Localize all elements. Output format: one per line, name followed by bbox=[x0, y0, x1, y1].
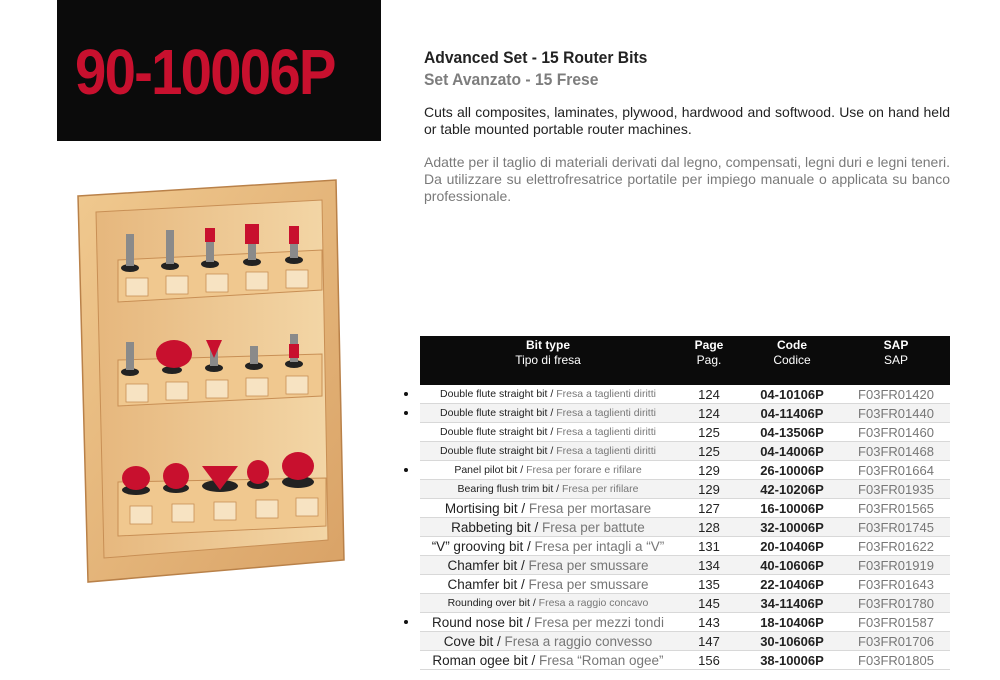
table-row bbox=[420, 613, 950, 632]
cell-code: 16-10006P bbox=[742, 499, 842, 518]
bit-type-en: Cove bit bbox=[443, 633, 494, 649]
cell-page: 127 bbox=[676, 499, 742, 518]
cell-code: 34-11406P bbox=[742, 594, 842, 613]
bit-type-separator: / bbox=[547, 407, 557, 419]
cell-bit-type bbox=[420, 632, 676, 651]
bit-type-en: Double flute straight bit bbox=[440, 407, 548, 419]
bit-type-en: Double flute straight bit bbox=[440, 445, 548, 457]
bit-type-it: Fresa per battute bbox=[542, 519, 645, 535]
cell-bit-type bbox=[420, 594, 676, 613]
bit-type-separator: / bbox=[517, 576, 529, 592]
cell-bit-type bbox=[420, 575, 676, 594]
cell-sap: F03FR01780 bbox=[842, 594, 950, 613]
cell-sap: F03FR01468 bbox=[842, 442, 950, 461]
cell-bit-type bbox=[420, 556, 676, 575]
bit-type-separator: / bbox=[522, 614, 535, 630]
header-bit-type-label: Bit type bbox=[525, 338, 570, 352]
bit-type-en: Rounding over bit bbox=[447, 597, 530, 609]
cell-page: 124 bbox=[676, 385, 742, 404]
cell-bit-type bbox=[420, 499, 676, 518]
bullet-marker bbox=[404, 392, 408, 396]
cell-bit-type bbox=[420, 404, 676, 423]
cell-code: 26-10006P bbox=[742, 461, 842, 480]
cell-code: 40-10606P bbox=[742, 556, 842, 575]
cell-page: 134 bbox=[676, 556, 742, 575]
cell-bit-type bbox=[420, 480, 676, 499]
cell-page: 129 bbox=[676, 480, 742, 499]
cell-sap: F03FR01664 bbox=[842, 461, 950, 480]
bit-type-separator: / bbox=[529, 597, 539, 609]
cell-sap: F03FR01420 bbox=[842, 385, 950, 404]
bit-type-it: Fresa a taglienti diritti bbox=[556, 445, 656, 457]
bit-type-separator: / bbox=[547, 426, 557, 438]
cell-bit-type bbox=[420, 461, 676, 480]
cell-code: 04-10106P bbox=[742, 385, 842, 404]
bullet-marker bbox=[404, 411, 408, 415]
bit-type-it: Fresa per forare e rifilare bbox=[526, 464, 642, 476]
header-page bbox=[676, 336, 742, 385]
bit-type-it: Fresa per rifilare bbox=[562, 483, 639, 495]
bit-type-en: Double flute straight bit bbox=[440, 426, 548, 438]
description-english: Cuts all composites, laminates, plywood, hardwood and softwood. Use on hand held or table mounted portable router machines. bbox=[424, 104, 950, 137]
table-row bbox=[420, 594, 950, 613]
cell-code: 42-10206P bbox=[742, 480, 842, 499]
table-row bbox=[420, 537, 950, 556]
header-bit-type bbox=[420, 336, 676, 385]
header-sap-label-it: SAP bbox=[883, 353, 908, 367]
header-code-label-it: Codice bbox=[773, 353, 811, 367]
cell-code: 18-10406P bbox=[742, 613, 842, 632]
bit-type-separator: / bbox=[517, 464, 527, 476]
cell-bit-type bbox=[420, 613, 676, 632]
header-code bbox=[742, 336, 842, 385]
bit-type-en: Chamfer bit bbox=[447, 576, 518, 592]
cell-bit-type bbox=[420, 651, 676, 670]
cell-page: 125 bbox=[676, 423, 742, 442]
cell-page: 131 bbox=[676, 537, 742, 556]
table-row bbox=[420, 442, 950, 461]
bit-type-separator: / bbox=[553, 483, 563, 495]
bit-type-it: Fresa “Roman ogee” bbox=[539, 652, 664, 668]
cell-code: 04-11406P bbox=[742, 404, 842, 423]
title-italian: Set Avanzato - 15 Frese bbox=[424, 70, 599, 89]
cell-sap: F03FR01440 bbox=[842, 404, 950, 423]
bit-type-it: Fresa per smussare bbox=[528, 557, 649, 573]
bit-type-separator: / bbox=[517, 557, 529, 573]
cell-bit-type bbox=[420, 385, 676, 404]
bit-type-it: Fresa a taglienti diritti bbox=[556, 407, 656, 419]
product-code-banner bbox=[57, 0, 381, 141]
bit-type-it: Fresa per mortasare bbox=[528, 500, 652, 516]
bit-type-en: Double flute straight bit bbox=[440, 388, 548, 400]
bit-type-it: Fresa a taglienti diritti bbox=[556, 426, 656, 438]
bit-type-en: Round nose bit bbox=[432, 614, 523, 630]
cell-page: 129 bbox=[676, 461, 742, 480]
cell-code: 20-10406P bbox=[742, 537, 842, 556]
cell-sap: F03FR01935 bbox=[842, 480, 950, 499]
cell-page: 135 bbox=[676, 575, 742, 594]
bullet-marker bbox=[404, 468, 408, 472]
router-bit-set-image bbox=[60, 150, 380, 590]
cell-code: 30-10606P bbox=[742, 632, 842, 651]
table-row bbox=[420, 651, 950, 670]
header-page-label: Page bbox=[694, 338, 724, 352]
cell-page: 128 bbox=[676, 518, 742, 537]
table-row bbox=[420, 461, 950, 480]
bit-type-en: Roman ogee bit bbox=[432, 652, 528, 668]
bit-type-it: Fresa a raggio convesso bbox=[504, 633, 653, 649]
cell-code: 32-10006P bbox=[742, 518, 842, 537]
bit-type-separator: / bbox=[530, 519, 542, 535]
table-row bbox=[420, 575, 950, 594]
cell-sap: F03FR01745 bbox=[842, 518, 950, 537]
bit-type-separator: / bbox=[517, 500, 529, 516]
cell-code: 38-10006P bbox=[742, 651, 842, 670]
table-row bbox=[420, 556, 950, 575]
bit-type-it: Fresa a raggio concavo bbox=[538, 597, 649, 609]
bit-type-en: “V” grooving bit bbox=[431, 538, 524, 554]
bit-type-it: Fresa a taglienti diritti bbox=[556, 388, 656, 400]
bit-type-en: Bearing flush trim bit bbox=[457, 483, 554, 495]
cell-code: 04-13506P bbox=[742, 423, 842, 442]
table-row bbox=[420, 423, 950, 442]
table-body bbox=[420, 385, 950, 670]
cell-bit-type bbox=[420, 518, 676, 537]
cell-sap: F03FR01643 bbox=[842, 575, 950, 594]
bit-type-separator: / bbox=[547, 388, 557, 400]
cell-sap: F03FR01805 bbox=[842, 651, 950, 670]
bit-type-en: Panel pilot bit bbox=[454, 464, 518, 476]
bit-type-separator: / bbox=[527, 652, 539, 668]
cell-sap: F03FR01919 bbox=[842, 556, 950, 575]
cell-sap: F03FR01460 bbox=[842, 423, 950, 442]
table-row bbox=[420, 518, 950, 537]
title-english: Advanced Set - 15 Router Bits bbox=[424, 48, 648, 67]
header-bit-type-label-it: Tipo di fresa bbox=[515, 353, 581, 367]
bit-type-it: Fresa per mezzi tondi bbox=[534, 614, 664, 630]
description-italian: Adatte per il taglio di materiali derivati dal legno, compensati, legni duri e legni teneri. Da utilizzare su elettrofresatrice portatile per impiego manuale o applicata su banco professionale. bbox=[424, 154, 950, 204]
cell-sap: F03FR01587 bbox=[842, 613, 950, 632]
router-bits-table bbox=[420, 336, 950, 670]
header-sap-label: SAP bbox=[883, 338, 909, 352]
table-row bbox=[420, 385, 950, 404]
cell-code: 22-10406P bbox=[742, 575, 842, 594]
header-code-label: Code bbox=[777, 338, 807, 352]
bullet-marker bbox=[404, 620, 408, 624]
cell-page: 125 bbox=[676, 442, 742, 461]
cell-bit-type bbox=[420, 537, 676, 556]
cell-bit-type bbox=[420, 442, 676, 461]
table-row bbox=[420, 480, 950, 499]
cell-sap: F03FR01565 bbox=[842, 499, 950, 518]
table-row bbox=[420, 404, 950, 423]
bit-type-en: Rabbeting bit bbox=[451, 519, 531, 535]
bit-type-separator: / bbox=[523, 538, 535, 554]
table-row bbox=[420, 499, 950, 518]
cell-page: 156 bbox=[676, 651, 742, 670]
cell-page: 147 bbox=[676, 632, 742, 651]
cell-page: 143 bbox=[676, 613, 742, 632]
cell-sap: F03FR01706 bbox=[842, 632, 950, 651]
table-row bbox=[420, 632, 950, 651]
bit-type-en: Mortising bit bbox=[444, 500, 518, 516]
cell-page: 145 bbox=[676, 594, 742, 613]
table-header-row bbox=[420, 336, 950, 385]
cell-code: 04-14006P bbox=[742, 442, 842, 461]
bit-type-it: Fresa per smussare bbox=[528, 576, 649, 592]
product-code: 90-10006P bbox=[75, 36, 335, 108]
bit-type-en: Chamfer bit bbox=[447, 557, 518, 573]
cell-bit-type bbox=[420, 423, 676, 442]
cell-page: 124 bbox=[676, 404, 742, 423]
bit-type-it: Fresa per intagli a “V” bbox=[534, 538, 665, 554]
bit-type-separator: / bbox=[493, 633, 505, 649]
cell-sap: F03FR01622 bbox=[842, 537, 950, 556]
bit-type-separator: / bbox=[547, 445, 557, 457]
header-page-label-it: Pag. bbox=[696, 353, 722, 367]
header-sap bbox=[842, 336, 950, 385]
